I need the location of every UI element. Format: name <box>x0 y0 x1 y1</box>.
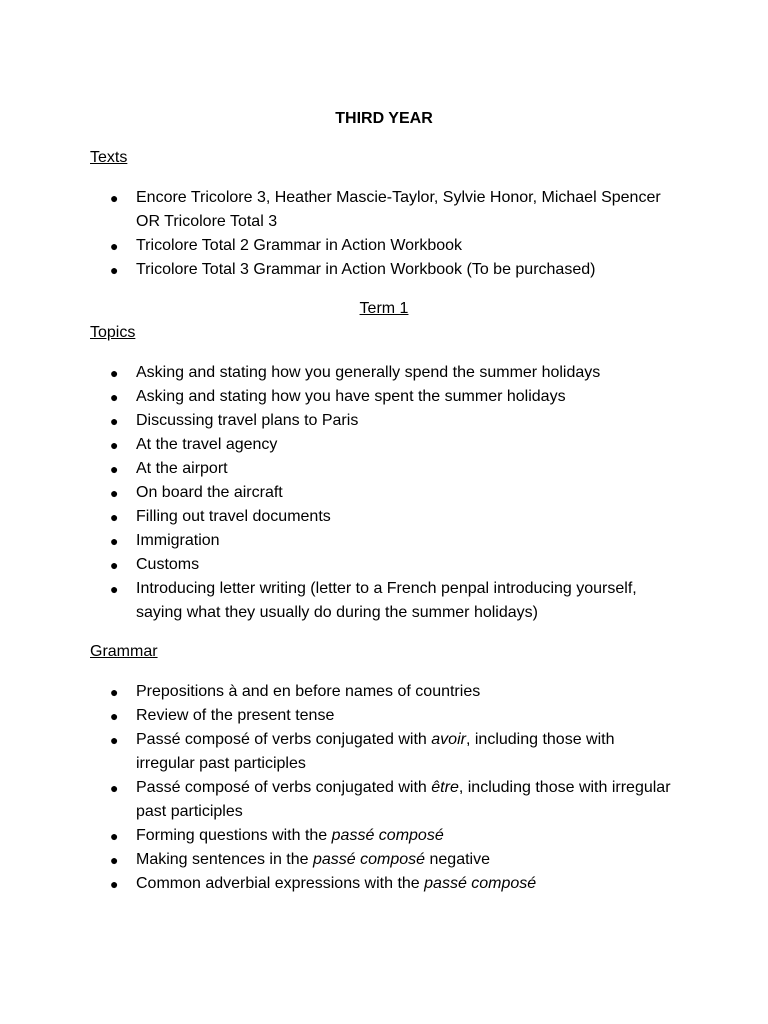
list-item-text: Passé composé of verbs conjugated with <box>136 731 432 748</box>
list-item-text: Tricolore Total 2 Grammar in Action Workbook <box>136 237 463 254</box>
list-item <box>0 824 676 848</box>
bullet-icon: ● <box>110 262 119 278</box>
list-item <box>0 776 676 824</box>
list-item-text: Asking and stating how you generally spend the summer holidays <box>136 364 601 381</box>
list-item-text: Customs <box>136 556 200 573</box>
bullet-icon: ● <box>110 732 119 748</box>
list-item <box>0 505 676 529</box>
list-item-text: Immigration <box>136 532 220 549</box>
grammar-list <box>0 680 768 896</box>
bullet-icon: ● <box>110 876 119 892</box>
list-item <box>0 704 676 728</box>
bullet-icon: ● <box>110 238 119 254</box>
list-item <box>0 529 676 553</box>
list-item-text: Forming questions with the <box>136 827 332 844</box>
list-item-text: Encore Tricolore 3, Heather Mascie-Taylor, Sylvie Honor, Michael Spencer OR Tricolore Total 3 <box>136 189 661 230</box>
list-item <box>0 234 676 258</box>
list-item <box>0 409 676 433</box>
texts-heading: Texts <box>90 149 128 166</box>
bullet-icon: ● <box>110 437 119 453</box>
list-item-text: , including those with irregular past participles <box>136 731 615 772</box>
list-item-text: Introducing letter writing (letter to a French penpal introducing yourself, saying what they usually do during the summer holidays) <box>136 580 637 621</box>
list-item-text: Making sentences in the <box>136 851 313 868</box>
bullet-icon: ● <box>110 828 119 844</box>
list-item-text: Tricolore Total 3 Grammar in Action Workbook (To be purchased) <box>136 261 596 278</box>
list-item <box>0 553 676 577</box>
italic-term: avoir <box>431 731 466 748</box>
list-item <box>0 385 676 409</box>
list-item-text: Asking and stating how you have spent the summer holidays <box>136 388 566 405</box>
bullet-icon: ● <box>110 461 119 477</box>
bullet-icon: ● <box>110 190 119 206</box>
list-item-text: negative <box>425 851 490 868</box>
list-item <box>0 872 676 896</box>
list-item <box>0 848 676 872</box>
bullet-icon: ● <box>110 581 119 597</box>
topics-heading: Topics <box>90 324 136 341</box>
bullet-icon: ● <box>110 365 119 381</box>
grammar-heading: Grammar <box>90 643 158 660</box>
bullet-icon: ● <box>110 413 119 429</box>
list-item-text: On board the aircraft <box>136 484 283 501</box>
list-item <box>0 433 676 457</box>
list-item-text: Review of the present tense <box>136 707 335 724</box>
list-item <box>0 481 676 505</box>
italic-term: être <box>431 779 459 796</box>
list-item <box>0 728 676 776</box>
bullet-icon: ● <box>110 557 119 573</box>
topics-list <box>0 361 768 625</box>
bullet-icon: ● <box>110 533 119 549</box>
list-item <box>0 680 676 704</box>
term-heading: Term 1 <box>359 300 409 317</box>
list-item-text: , including those with irregular past participles <box>136 779 671 820</box>
bullet-icon: ● <box>110 485 119 501</box>
bullet-icon: ● <box>110 852 119 868</box>
list-item <box>0 577 676 625</box>
list-item-text: Filling out travel documents <box>136 508 331 525</box>
italic-term: passé composé <box>313 851 426 868</box>
bullet-icon: ● <box>110 684 119 700</box>
list-item <box>0 186 676 234</box>
bullet-icon: ● <box>110 509 119 525</box>
page-title: THIRD YEAR <box>335 110 433 127</box>
list-item <box>0 258 676 282</box>
bullet-icon: ● <box>110 389 119 405</box>
list-item-text: Passé composé of verbs conjugated with <box>136 779 432 796</box>
bullet-icon: ● <box>110 780 119 796</box>
list-item-text: Common adverbial expressions with the <box>136 875 425 892</box>
list-item-text: Prepositions à and en before names of countries <box>136 683 481 700</box>
list-item-text: Discussing travel plans to Paris <box>136 412 359 429</box>
texts-list <box>0 186 768 282</box>
list-item-text: At the travel agency <box>136 436 278 453</box>
list-item <box>0 361 676 385</box>
italic-term: passé composé <box>331 827 444 844</box>
bullet-icon: ● <box>110 708 119 724</box>
italic-term: passé composé <box>424 875 537 892</box>
list-item <box>0 457 676 481</box>
list-item-text: At the airport <box>136 460 228 477</box>
